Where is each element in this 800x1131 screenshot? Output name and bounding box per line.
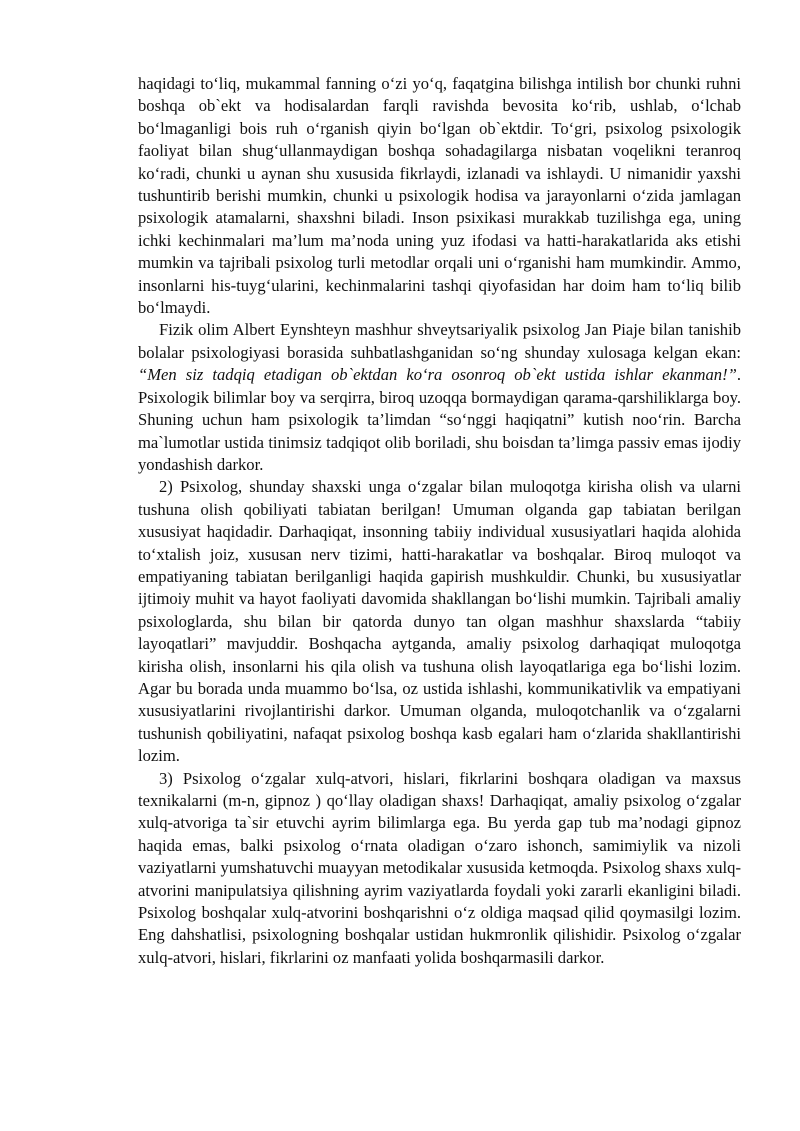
paragraph-einstein (138, 319, 741, 476)
paragraph-continued (138, 73, 741, 319)
paragraph-text: Fizik olim Albert Eynshteyn mashhur shveytsariyalik psixolog Jan Piaje bilan tanishib bolalar psixologiyasi borasida suhbatlashganidan so‘ng shunday xulosaga kelgan ekan: (138, 320, 741, 362)
paragraph-text: 2) Psixolog, shunday shaxski unga o‘zgalar bilan muloqotga kirisha olish va ularni tushuna olish qobiliyati tabiatan berilgan! Umuman olganda gap tabiatan berilgan xususiyat haqidadir. Darhaqiqat, insonning tabiiy individual xususiyatlari haqida alohida to‘xtalish joiz, xususan nerv tizimi, hatti-harakatlar va boshqalar. Biroq muloqot va empatiyaning tabiatan berilganligi haqida gapirish mushkuldir. Chunki, bu xususiyatlar ijtimoiy muhit va hayot faoliyati davomida shakllangan bo‘lishi mumkin. Tajribali amaliy psixologlarda, shu bilan bir qatorda dunyo tan olgan mashhur shaxslarda “tabiiy layoqatlari” mavjuddir. Boshqacha aytganda, amaliy psixolog darhaqiqat muloqotga kirisha olish, insonlarni his qila olish va tushuna olish layoqatlariga ega bo‘lishi lozim. Agar bu borada unda muammo bo‘lsa, oz ustida ishlashi, kommunikativlik va empatiyani xususiyatlarini rivojlantirishi darkor. Umuman olganda, muloqotchanlik va o‘zgalarni tushunish qobiliyatini, nafaqat psixolog boshqa kasb egalari ham o‘zlarida shakllantirishi lozim. (138, 477, 741, 766)
paragraph-point-3 (138, 768, 741, 970)
paragraph-text: 3) Psixolog o‘zgalar xulq-atvori, hislari, fikrlarini boshqara oladigan va maxsus texnikalarni (m-n, gipnoz ) qo‘llay oladigan shaxs! Darhaqiqat, amaliy psixolog o‘zgalar xulq-atvoriga ta`sir etuvchi ayrim bilimlarga ega. Bu yerda gap tub ma’nodagi gipnoz haqida emas, balki psixolog o‘rnata oladigan o‘zaro ishonch, samimiylik va nizoli vaziyatlarni yumshatuvchi muayyan metodikalar xususida ketmoqda. Psixolog shaxs xulq-atvorini manipulatsiya qilishning ayrim vaziyatlarda foydali yoki zararli ekanligini biladi. Psixolog boshqalar xulq-atvorini boshqarishni o‘z oldiga maqsad qilid qoymasilgi lozim. Eng dahshatlisi, psixologning boshqalar ustidan hukmronlik qilishidir. Psixolog o‘zgalar xulq-atvori, hislari, fikrlarini oz manfaati yolida boshqarmasili darkor. (138, 768, 741, 967)
quote-text: “Men siz tadqiq etadigan ob`ektdan ko‘ra osonroq ob`ekt ustida ishlar ekanman!” (138, 365, 737, 385)
paragraph-text: . Psixologik bilimlar boy va serqirra, biroq uzoqqa bormaydigan qarama-qarshiliklarga boy. Shuning uchun ham psixologik ta’limdan “so‘nggi haqiqatni” kutish noo‘rin. Barcha ma`lumotlar ustida tinimsiz tadqiqot olib boriladi, shu boisdan ta’limga passiv emas ijodiy yondashish darkor. (138, 365, 741, 474)
document-page (138, 73, 741, 969)
paragraph-point-2 (138, 476, 741, 767)
paragraph-text: haqidagi to‘liq, mukammal fanning o‘zi yo‘q, faqatgina bilishga intilish bor chunki ruhni boshqa ob`ekt va hodisalardan farqli ravishda bevosita ko‘rib, ushlab, o‘lchab bo‘lmaganligi bois ruh o‘rganish qiyin bo‘lgan ob`ektdir. To‘gri, psixolog psixologik faoliyat bilan shug‘ullanmaydigan boshqa sohadagilarga nisbatan voqelikni teranroq ko‘radi, chunki u aynan shu xususida fikrlaydi, izlanadi va ishlaydi. U nimanidir yaxshi tushuntirib berishi mumkin, chunki u psixologik hodisa va jarayonlarni o‘zida jamlagan psixologik atamalarni, shaxshni biladi. Inson psixikasi murakkab tuzilishga ega, uning ichki kechinmalari ma’lum ma’noda uning yuz ifodasi va hatti-harakatlarida aks etishi mumkin va tajribali psixolog turli metodlar orqali uni o‘rganishi ham mumkindir. Ammo, insonlarni his-tuyg‘ularini, kechinmalarini tashqi qiyofasidan har doim ham to‘liq bilib bo‘lmaydi. (138, 74, 741, 318)
